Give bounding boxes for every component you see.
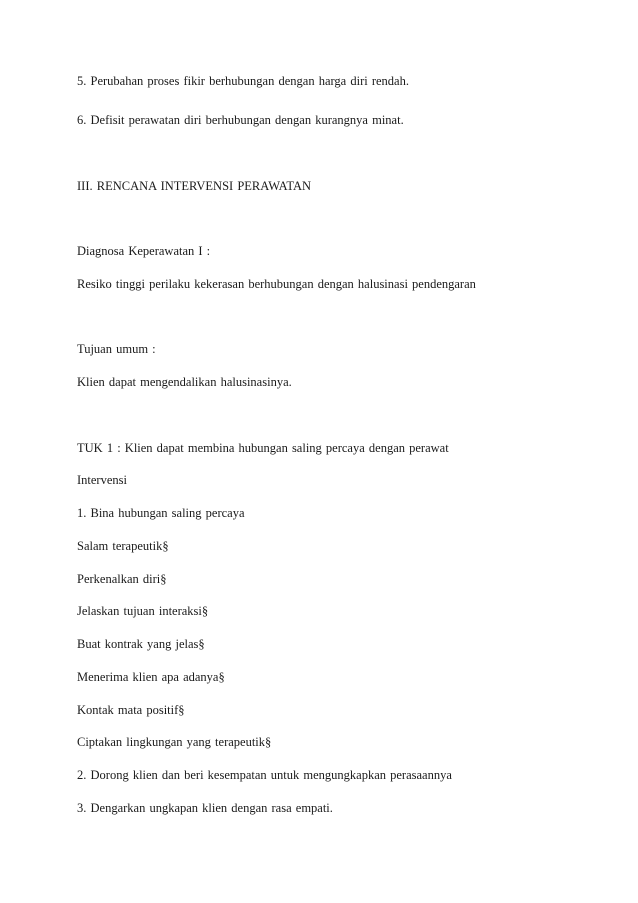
diagnosis-text: Resiko tinggi perilaku kekerasan berhubungan dengan halusinasi pendengaran bbox=[77, 277, 476, 291]
diagnosis-item-5: 5. Perubahan proses fikir berhubungan dengan harga diri rendah. bbox=[77, 74, 409, 88]
intervention-label: Intervensi bbox=[77, 473, 127, 487]
intervention-subitem: Buat kontrak yang jelas§ bbox=[77, 637, 205, 651]
goal-text: Klien dapat mengendalikan halusinasinya. bbox=[77, 375, 292, 389]
tuk-1-text: TUK 1 : Klien dapat membina hubungan saling percaya dengan perawat bbox=[77, 441, 449, 455]
intervention-item-3: 3. Dengarkan ungkapan klien dengan rasa empati. bbox=[77, 801, 333, 815]
intervention-subitem: Menerima klien apa adanya§ bbox=[77, 670, 225, 684]
section-heading: III. RENCANA INTERVENSI PERAWATAN bbox=[77, 179, 312, 193]
goal-label: Tujuan umum : bbox=[77, 342, 156, 356]
intervention-item-1: 1. Bina hubungan saling percaya bbox=[77, 506, 245, 520]
diagnosis-label: Diagnosa Keperawatan I : bbox=[77, 244, 211, 258]
intervention-subitem: Jelaskan tujuan interaksi§ bbox=[77, 604, 209, 618]
intervention-subitem: Kontak mata positif§ bbox=[77, 703, 185, 717]
intervention-item-2: 2. Dorong klien dan beri kesempatan untuk mengungkapkan perasaannya bbox=[77, 768, 452, 782]
diagnosis-item-6: 6. Defisit perawatan diri berhubungan dengan kurangnya minat. bbox=[77, 113, 404, 127]
intervention-subitem: Salam terapeutik§ bbox=[77, 539, 169, 553]
intervention-subitem: Perkenalkan diri§ bbox=[77, 572, 167, 586]
intervention-subitem: Ciptakan lingkungan yang terapeutik§ bbox=[77, 735, 272, 749]
